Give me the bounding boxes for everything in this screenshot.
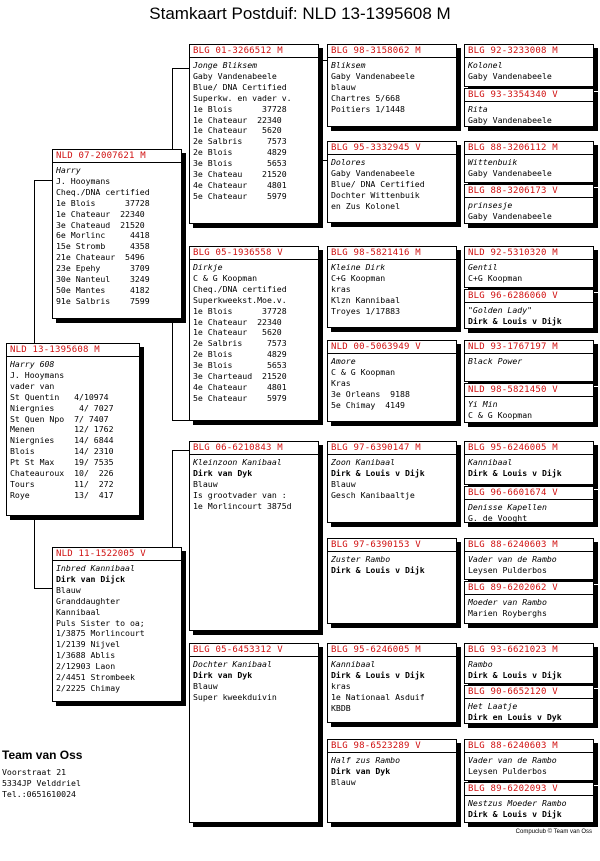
ring-number: NLD 07-2007621 M — [53, 150, 181, 163]
pigeon-detail-line: Poitiers 1/1448 — [331, 103, 405, 114]
pigeon-detail-line: St Quentin 4/10974 — [10, 391, 109, 402]
pigeon-card-sire-sire[interactable] — [189, 44, 319, 224]
pigeon-detail-line: 1e Morlincourt 3875d — [193, 500, 292, 511]
ring-number: BLG 05-6453312 V — [190, 644, 318, 657]
pigeon-details — [7, 357, 139, 503]
ring-number: BLG 95-6246005 M — [465, 442, 593, 455]
pigeon-detail-line: Gesch Kanibaaltje — [331, 489, 415, 500]
pigeon-detail-line: 1/3688 Ablis — [56, 650, 116, 661]
pigeon-detail-line: C & G Koopman — [331, 366, 396, 377]
pigeon-detail-line: Leysen Pulderbos — [468, 564, 547, 575]
pigeon-details — [465, 455, 593, 481]
ring-number: BLG 98-5821416 M — [328, 247, 456, 260]
pigeon-detail-line: 1e Nationaal Asduif — [331, 691, 425, 702]
pigeon-detail-line: Blue/ DNA Certified — [331, 178, 425, 189]
pigeon-detail-line: 5e Chateaur 5979 — [193, 190, 287, 201]
pigeon-detail-line: Marien Royberghs — [468, 607, 547, 618]
pigeon-name: Dirkje — [193, 262, 223, 272]
pigeon-detail-line: Dirk & Louis v Dijk — [468, 669, 562, 680]
pigeon-detail-line: Superkw. en vader v. — [193, 92, 292, 103]
pigeon-detail-line: 91e Salbris 7599 — [56, 295, 150, 306]
pigeon-card-g12[interactable] — [464, 581, 594, 624]
pigeon-detail-line: Tours 11/ 272 — [10, 478, 114, 489]
pigeon-detail-line: 50e Mantes 4182 — [56, 284, 150, 295]
ring-number: BLG 01-3266512 M — [190, 45, 318, 58]
pigeon-card-dsd[interactable] — [327, 538, 457, 624]
pigeon-detail-line: Kras — [331, 377, 351, 388]
pigeon-detail-line: 2e Blois 4829 — [193, 349, 287, 360]
pigeon-detail-line: Gaby Vandenabeele — [468, 70, 552, 81]
pigeon-detail-line: Niergnies 14/ 6844 — [10, 435, 114, 446]
connector — [34, 516, 35, 588]
pigeon-detail-line: blauw — [331, 81, 356, 92]
ring-number: BLG 88-3206112 M — [465, 142, 593, 155]
pigeon-details — [465, 552, 593, 578]
pigeon-detail-line: 3e Chateau 21520 — [193, 169, 287, 180]
pigeon-card-g5[interactable] — [464, 246, 594, 288]
pigeon-detail-line: 3e Orleans 9188 — [331, 388, 410, 399]
pigeon-detail-line: Superkweekst.Moe.v. — [193, 294, 287, 305]
team-phone: Tel.:0651610024 — [2, 789, 76, 799]
team-name: Team van Oss — [2, 748, 83, 762]
pigeon-details — [328, 552, 456, 578]
pigeon-name: Zoon Kanibaal — [331, 457, 396, 467]
pigeon-card-g8[interactable] — [464, 383, 594, 423]
pigeon-details — [465, 753, 593, 779]
ring-number: NLD 92-5310320 M — [465, 247, 593, 260]
pigeon-detail-line: 1e Chateaur 5620 — [193, 125, 282, 136]
pigeon-detail-line: 2/4451 Strombeek — [56, 672, 135, 683]
pigeon-details — [328, 260, 456, 319]
pigeon-name: Kleine Dirk — [331, 262, 386, 272]
pigeon-detail-line: 5e Chimay 4149 — [331, 399, 405, 410]
pigeon-name: Kleinzoon Kanibaal — [193, 457, 282, 467]
pigeon-name: Gentil — [468, 262, 498, 272]
pigeon-detail-line: Blauw — [193, 680, 218, 691]
pigeon-detail-line: Chartres 5/668 — [331, 92, 401, 103]
pigeon-card-sire-dam[interactable] — [189, 246, 319, 421]
pigeon-details — [190, 455, 318, 514]
ring-number: NLD 00-5063949 V — [328, 341, 456, 354]
connector — [34, 180, 35, 344]
pigeon-details — [465, 260, 593, 286]
pigeon-card-g14[interactable] — [464, 685, 594, 724]
ring-number: BLG 89-6202062 V — [465, 582, 593, 595]
pigeon-detail-line: Dirk & Louis v Dijk — [468, 315, 562, 326]
footer-credit: Compuclub © Team van Oss — [515, 829, 592, 835]
pigeon-card-g10[interactable] — [464, 486, 594, 523]
pigeon-name: Amore — [331, 356, 356, 366]
pigeon-detail-line: Super kweekduivin — [193, 691, 277, 702]
pigeon-detail-line: Gaby Vandenabeele — [331, 70, 415, 81]
pigeon-detail-line: 1e Chateaur 22340 — [193, 114, 282, 125]
pigeon-name: Half zus Rambo — [331, 755, 401, 765]
pigeon-name: Vader van de Rambo — [468, 554, 557, 564]
pigeon-card-sdd[interactable] — [327, 340, 457, 422]
ring-number: BLG 06-6210843 M — [190, 442, 318, 455]
pigeon-card-g9[interactable] — [464, 441, 594, 485]
pigeon-card-g16[interactable] — [464, 782, 594, 823]
pigeon-name: Denisse Kapellen — [468, 502, 547, 512]
pigeon-details — [328, 657, 456, 716]
pigeon-name: Jonge Bliksem — [193, 60, 258, 70]
pigeon-card-sire[interactable] — [52, 149, 182, 319]
pigeon-detail-line: Dirk & Louis v Dijk — [468, 808, 562, 819]
ring-number: BLG 89-6202093 V — [465, 783, 593, 796]
pigeon-details — [328, 58, 456, 117]
pigeon-detail-line: Troyes 1/17883 — [331, 305, 401, 316]
ring-number: NLD 11-1522005 V — [53, 548, 181, 561]
pigeon-detail-line: C & G Koopman — [193, 272, 258, 283]
pigeon-detail-line: Cheq./DNA certified — [56, 186, 150, 197]
ring-number: BLG 05-1936558 V — [190, 247, 318, 260]
pigeon-name: Harry — [56, 165, 81, 175]
pigeon-detail-line: Klzn Kannibaal — [331, 294, 401, 305]
pigeon-detail-line: Dirk & Louis v Dijk — [331, 669, 425, 680]
pigeon-name: Rita — [468, 104, 488, 114]
pigeon-detail-line: Dirk & Louis v Dijk — [331, 467, 425, 478]
pigeon-detail-line: Blauw — [331, 776, 356, 787]
pigeon-detail-line: en Zus Kolonel — [331, 200, 401, 211]
pigeon-detail-line: J. Hooymans — [56, 175, 111, 186]
pigeon-detail-line: 1e Chateaur 22340 — [193, 316, 282, 327]
pigeon-detail-line: kras — [331, 680, 351, 691]
pigeon-detail-line: Blois 14/ 2310 — [10, 446, 114, 457]
pigeon-detail-line: 2e Salbris 7573 — [193, 136, 287, 147]
pigeon-detail-line: Gaby Vandenabeele — [468, 210, 552, 221]
pigeon-name: Dolores — [331, 157, 366, 167]
pigeon-card-g2[interactable] — [464, 88, 594, 127]
pigeon-detail-line: Gaby Vandenabeele — [193, 70, 277, 81]
pigeon-detail-line: Blauw — [56, 584, 81, 595]
pigeon-detail-line: 1e Blois 37728 — [193, 103, 287, 114]
pigeon-detail-line: KBDB — [331, 702, 351, 713]
pigeon-details — [328, 354, 456, 413]
pigeon-card-dam-sire[interactable] — [189, 441, 319, 631]
pigeon-details — [190, 260, 318, 406]
connector — [172, 420, 189, 421]
pigeon-detail-line: Blauw — [193, 478, 218, 489]
page-title: Stamkaart Postduif: NLD 13-1395608 M — [149, 4, 451, 23]
pigeon-detail-line: Roye 13/ 417 — [10, 489, 114, 500]
pigeon-detail-line: 5e Chateaur 5979 — [193, 392, 287, 403]
pigeon-details — [465, 354, 593, 369]
pigeon-detail-line: 6e Morlinc 4418 — [56, 230, 150, 241]
pigeon-name: Vader van de Rambo — [468, 755, 557, 765]
ring-number: BLG 97-6390153 V — [328, 539, 456, 552]
pigeon-details — [465, 198, 593, 224]
pigeon-card-g4[interactable] — [464, 184, 594, 224]
pigeon-card-g11[interactable] — [464, 538, 594, 580]
pigeon-details — [53, 561, 181, 696]
connector — [172, 68, 189, 69]
pigeon-name: Nestzus Moeder Rambo — [468, 798, 567, 808]
ring-number: BLG 88-6240603 M — [465, 539, 593, 552]
pigeon-card-dam[interactable] — [52, 547, 182, 702]
ring-number: NLD 13-1395608 M — [7, 344, 139, 357]
pigeon-card-g15[interactable] — [464, 739, 594, 781]
ring-number: BLG 93-6621023 M — [465, 644, 593, 657]
pigeon-name: Kannibaal — [468, 457, 513, 467]
pigeon-name: Dochter Kanibaal — [193, 659, 272, 669]
ring-number: BLG 95-3332945 V — [328, 142, 456, 155]
pigeon-detail-line: vader van — [10, 380, 55, 391]
pigeon-detail-line: Cheq./DNA certified — [193, 283, 287, 294]
pigeon-detail-line: Niergnies 4/ 7027 — [10, 402, 114, 413]
pigeon-detail-line: Menen 12/ 1762 — [10, 424, 114, 435]
pigeon-detail-line: 2/2225 Chimay — [56, 682, 121, 693]
pigeon-detail-line: Dirk van Dyk — [331, 765, 391, 776]
pigeon-detail-line: Puls Sister to oa; — [56, 617, 145, 628]
pigeon-detail-line: 4e Chateaur 4801 — [193, 179, 287, 190]
pigeon-details — [465, 155, 593, 181]
ring-number: NLD 93-1767197 M — [465, 341, 593, 354]
pigeon-details — [465, 500, 593, 523]
pigeon-details — [465, 58, 593, 84]
pigeon-detail-line: Dochter Wittenbuik — [331, 189, 420, 200]
pigeon-detail-line: 4e Chateaur 4801 — [193, 381, 287, 392]
pigeon-detail-line: Dirk van Dijck — [56, 573, 126, 584]
pigeon-card-subject[interactable] — [6, 343, 140, 516]
pigeon-detail-line: 1/3875 Morlincourt — [56, 628, 145, 639]
pigeon-detail-line: 1/2139 Nijvel — [56, 639, 121, 650]
pigeon-detail-line: G. de Vooght — [468, 512, 528, 523]
pigeon-detail-line: Dirk van Dyk — [193, 669, 253, 680]
pigeon-name: Het Laatje — [468, 701, 518, 711]
ring-number: BLG 95-6246005 M — [328, 644, 456, 657]
pigeon-detail-line: 1e Blois 37728 — [193, 305, 287, 316]
ring-number: BLG 93-3354340 V — [465, 89, 593, 102]
pigeon-detail-line: 2e Salbris 7573 — [193, 338, 287, 349]
pigeon-detail-line: 21e Chateaur 5496 — [56, 252, 145, 263]
pigeon-detail-line: 3e Blois 5653 — [193, 158, 287, 169]
pigeon-detail-line: Gaby Vandenabeele — [468, 167, 552, 178]
pigeon-details — [53, 163, 181, 309]
pigeon-detail-line: Dirk van Dyk — [193, 467, 253, 478]
pigeon-name: Zuster Rambo — [331, 554, 391, 564]
owner-info — [2, 748, 82, 800]
pigeon-detail-line: 30e Nanteul 3249 — [56, 274, 150, 285]
ring-number: BLG 98-6523289 V — [328, 740, 456, 753]
team-postal: 5334JP Velddriel — [2, 778, 81, 788]
pigeon-detail-line: Gaby Vandenabeele — [468, 114, 552, 125]
pigeon-detail-line: Is grootvader van : — [193, 489, 287, 500]
ring-number: BLG 92-3233008 M — [465, 45, 593, 58]
pigeon-detail-line: 1e Chateaur 22340 — [56, 208, 145, 219]
pigeon-card-g13[interactable] — [464, 643, 594, 684]
pigeon-card-g1[interactable] — [464, 44, 594, 87]
pigeon-name: Wittenbuik — [468, 157, 518, 167]
pigeon-details — [465, 397, 593, 423]
ring-number: BLG 96-6601674 V — [465, 487, 593, 500]
pigeon-detail-line: 1e Blois 37728 — [56, 197, 150, 208]
pigeon-card-dds[interactable] — [327, 643, 457, 723]
pigeon-detail-line: Granddaughter — [56, 595, 121, 606]
pigeon-name: Harry 608 — [10, 359, 55, 369]
pigeon-detail-line: 3e Blois 5653 — [193, 360, 287, 371]
ring-number: BLG 88-3206173 V — [465, 185, 593, 198]
pigeon-detail-line: Kannibaal — [56, 606, 101, 617]
pigeon-detail-line: C & G Koopman — [468, 409, 533, 420]
ring-number: BLG 97-6390147 M — [328, 442, 456, 455]
pigeon-detail-line: Pt St Max 19/ 7535 — [10, 457, 114, 468]
pigeon-name: Rambo — [468, 659, 493, 669]
ring-number: BLG 90-6652120 V — [465, 686, 593, 699]
pigeon-details — [190, 657, 318, 705]
pigeon-name: Black Power — [468, 356, 523, 366]
pigeon-detail-line: 15e Stromb 4358 — [56, 241, 150, 252]
pigeon-detail-line: Leysen Pulderbos — [468, 765, 547, 776]
pigeon-detail-line: C+G Koopman — [331, 272, 386, 283]
pigeon-detail-line: St Quen Npo 7/ 7407 — [10, 413, 109, 424]
pigeon-name: Kannibaal — [331, 659, 376, 669]
connector — [34, 588, 53, 589]
pigeon-details — [465, 699, 593, 724]
pigeon-detail-line: Dirk en Louis v Dyk — [468, 711, 562, 722]
pigeon-detail-line: 2e Blois 4829 — [193, 147, 287, 158]
pigeon-card-g3[interactable] — [464, 141, 594, 183]
ring-number: BLG 98-3158062 M — [328, 45, 456, 58]
pigeon-detail-line: C+G Koopman — [468, 272, 523, 283]
pigeon-card-sss[interactable] — [327, 44, 457, 127]
pigeon-name: "Golden Lady" — [468, 305, 533, 315]
pigeon-detail-line: Chateauroux 10/ 226 — [10, 468, 114, 479]
pigeon-detail-line: 23e Epehy 3709 — [56, 263, 150, 274]
pigeon-detail-line: Dirk & Louis v Dijk — [468, 467, 562, 478]
pigeon-details — [465, 657, 593, 683]
pigeon-name: Bliksem — [331, 60, 366, 70]
connector — [34, 180, 53, 181]
pigeon-name: Inbred Kannibaal — [56, 563, 135, 573]
connector — [172, 320, 173, 420]
team-address: Voorstraat 21 — [2, 767, 67, 777]
pigeon-card-ddd[interactable] — [327, 739, 457, 823]
pigeon-card-sds[interactable] — [327, 246, 457, 328]
pigeon-detail-line: 3e Chateaud 21520 — [56, 219, 145, 230]
pigeon-detail-line: 3e Charteaud 21520 — [193, 371, 287, 382]
pigeon-details — [465, 102, 593, 127]
ring-number: BLG 88-6240603 M — [465, 740, 593, 753]
ring-number: NLD 98-5821450 V — [465, 384, 593, 397]
pigeon-detail-line: 1e Chateaur 5620 — [193, 327, 282, 338]
pigeon-name: Moeder van Rambo — [468, 597, 547, 607]
pigeon-detail-line: J. Hooymans — [10, 369, 65, 380]
pigeon-detail-line: Blue/ DNA Certified — [193, 81, 287, 92]
pigeon-name: Kolonel — [468, 60, 503, 70]
connector — [172, 450, 189, 451]
pigeon-details — [465, 796, 593, 822]
pigeon-card-g6[interactable] — [464, 289, 594, 329]
pigeon-detail-line: Blauw — [331, 478, 356, 489]
pigeon-card-dss[interactable] — [327, 441, 457, 523]
pigeon-name: Yi Min — [468, 399, 498, 409]
pigeon-card-g7[interactable] — [464, 340, 594, 382]
pigeon-card-dam-dam[interactable] — [189, 643, 319, 823]
ring-number: BLG 96-6286060 V — [465, 290, 593, 303]
pigeon-name: prinsesje — [468, 200, 513, 210]
pigeon-detail-line: kras — [331, 283, 351, 294]
pigeon-detail-line: 2/12903 Laon — [56, 661, 116, 672]
pigeon-detail-line: Dirk & Louis v Dijk — [331, 564, 425, 575]
pigeon-details — [465, 303, 593, 329]
pigeon-detail-line: Gaby Vandenabeele — [331, 167, 415, 178]
pigeon-card-ssd[interactable] — [327, 141, 457, 223]
pigeon-details — [328, 155, 456, 214]
pigeon-details — [328, 455, 456, 503]
pigeon-details — [465, 595, 593, 621]
pigeon-details — [190, 58, 318, 204]
pigeon-details — [328, 753, 456, 790]
